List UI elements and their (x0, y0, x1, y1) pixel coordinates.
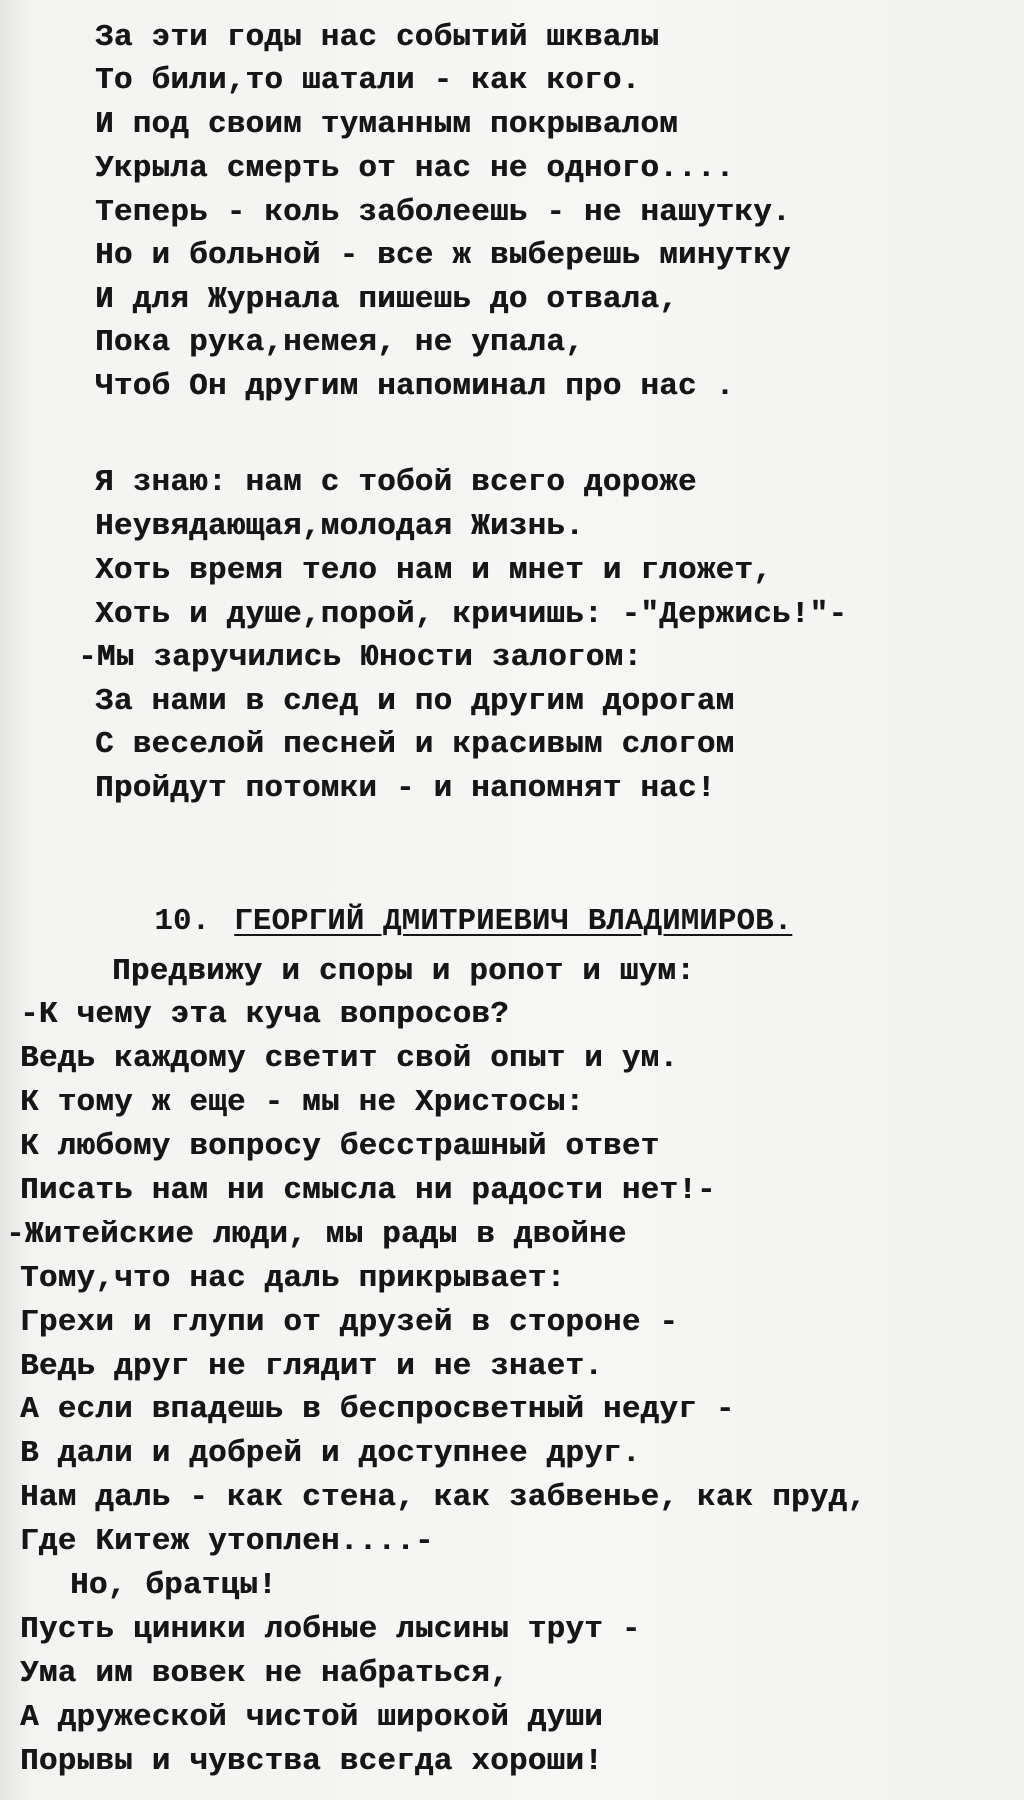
poem-line: Пусть циники лобные лысины трут - (20, 1612, 641, 1647)
poem-line: Ведь каждому светит свой опыт и ум. (20, 1041, 679, 1076)
poem-line: Пока рука,немея, не упала, (95, 325, 584, 360)
poem-line: Порывы и чувства всегда хороши! (20, 1744, 603, 1779)
poem-line: Где Китеж утоплен....- (20, 1524, 434, 1559)
poem-line: А дружеской чистой широкой души (20, 1700, 603, 1735)
poem-line: В дали и добрей и доступнее друг. (20, 1436, 641, 1471)
poem-line: А если впадешь в беспросветный недуг - (20, 1392, 735, 1427)
poem-line: Грехи и глупи от друзей в стороне - (20, 1305, 679, 1340)
poem-line: К любому вопросу бесстрашный ответ (20, 1129, 660, 1164)
poem-line: Ума им вовек не набраться, (20, 1656, 509, 1691)
poem-line: -Мы заручились Юности залогом: (78, 640, 643, 675)
poem-line: Хоть время тело нам и мнет и гложет, (95, 553, 772, 588)
poem-line: Пройдут потомки - и напомнят нас! (95, 771, 716, 806)
poem-line: За нами в след и по другим дорогам (95, 684, 735, 719)
poem-line: За эти годы нас событий шквалы (95, 20, 660, 55)
poem-line: Писать нам ни смысла ни радости нет!- (20, 1173, 716, 1208)
poem-line: Хоть и душе,порой, кричишь: -"Держись!"- (95, 597, 848, 632)
section-number: 10. (154, 904, 211, 939)
poem-line: И под своим туманным покрывалом (95, 107, 678, 142)
poem-line: То били,то шатали - как кого. (95, 63, 641, 98)
poem-line: Укрыла смерть от нас не одного.... (95, 151, 735, 186)
poem-line: Но, братцы! (70, 1568, 277, 1603)
poem-line: Теперь - коль заболеешь - не нашутку. (95, 195, 791, 230)
poem-line: С веселой песней и красивым слогом (95, 727, 735, 762)
poem-line: Нам даль - как стена, как забвенье, как пруд, (20, 1480, 867, 1515)
poem-line: Но и больной - все ж выберешь минутку (95, 238, 791, 273)
poem-line: Ведь друг не глядит и не знает. (20, 1349, 603, 1384)
poem-line: Неувядающая,молодая Жизнь. (95, 509, 584, 544)
poem-line: -Житейские люди, мы рады в двойне (6, 1217, 627, 1252)
poem-line: К тому ж еще - мы не Христосы: (20, 1085, 585, 1120)
author-name: ГЕОРГИЙ ДМИТРИЕВИЧ ВЛАДИМИРОВ. (234, 904, 793, 939)
poem-line: Чтоб Он другим напоминал про нас . (95, 369, 735, 404)
poem-line: Я знаю: нам с тобой всего дороже (95, 465, 697, 500)
poem-line: И для Журнала пишешь до отвала, (95, 282, 678, 317)
poem-line: -К чему эта куча вопросов? (20, 997, 509, 1032)
poem-line: Предвижу и споры и ропот и шум: (112, 954, 695, 989)
poem-line: Тому,что нас даль прикрывает: (20, 1261, 566, 1296)
